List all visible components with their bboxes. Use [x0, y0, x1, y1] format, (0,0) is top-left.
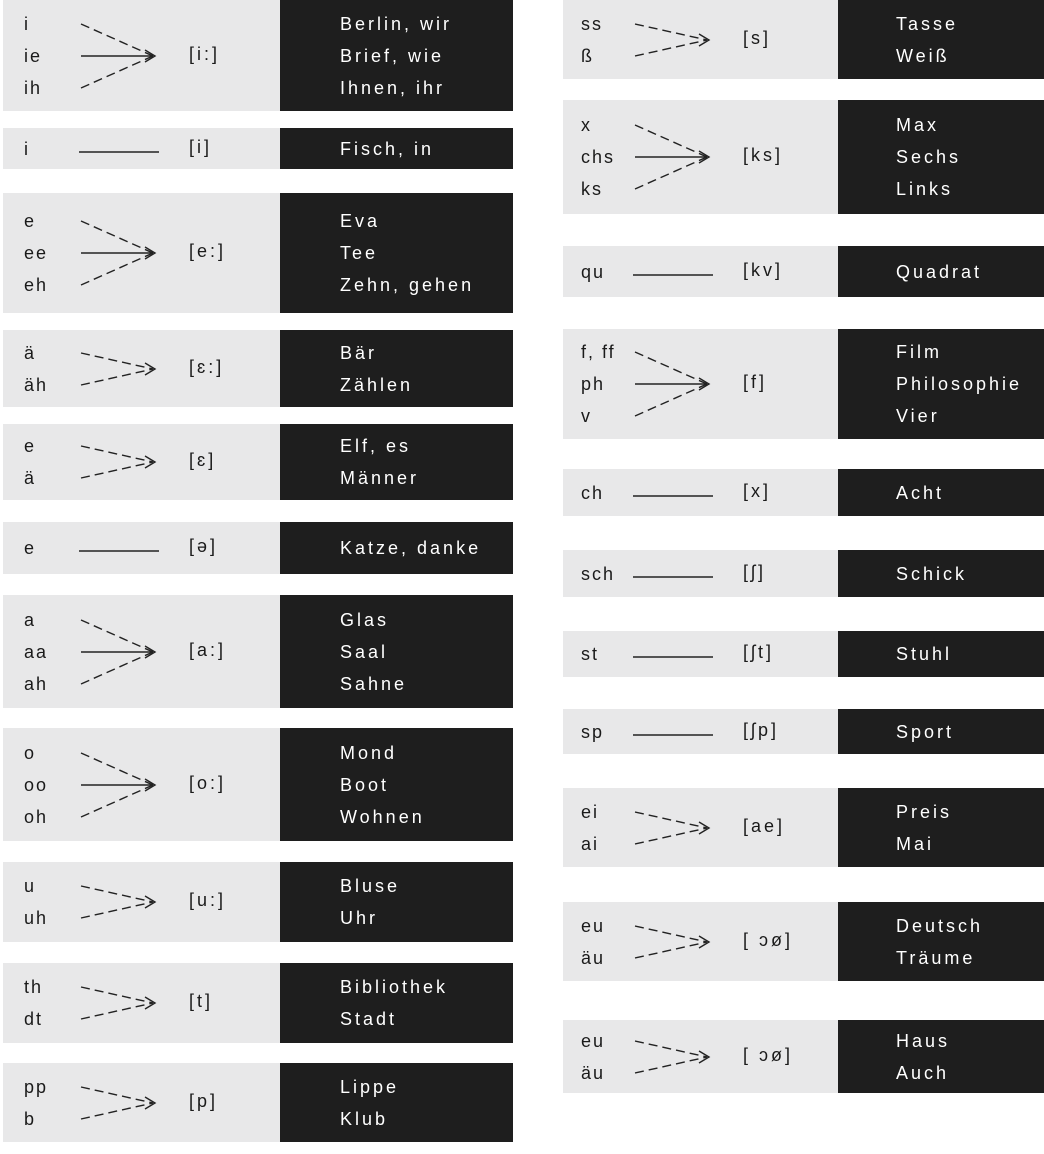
spelling-item: a [24, 610, 37, 630]
examples-panel [838, 329, 1044, 439]
phonetic-row [563, 0, 1044, 79]
phonetic-row [3, 193, 513, 313]
phoneme-label: [u:] [189, 890, 227, 910]
spelling-item: eu [581, 1031, 606, 1051]
example-word: Auch [896, 1063, 950, 1083]
arrow-wrap [79, 345, 165, 398]
example-word: Brief, wie [340, 46, 445, 66]
phoneme-label: [ʃ] [743, 562, 767, 582]
line-connector-icon [633, 730, 715, 740]
phoneme-label: [ ɔø] [743, 930, 793, 950]
merge-arrow-icon [633, 117, 719, 197]
examples-panel [280, 424, 513, 500]
example-word: Berlin, wir [340, 14, 453, 34]
arrow-wrap [79, 543, 161, 561]
example-word-list [896, 558, 967, 590]
spelling-panel [3, 1063, 280, 1142]
example-word: Zählen [340, 375, 414, 395]
arrow-wrap [633, 918, 719, 971]
phonetic-row [563, 631, 1044, 677]
spelling-panel [563, 1020, 838, 1093]
spelling-item: ph [581, 374, 606, 394]
example-word-list [896, 256, 982, 288]
spelling-list [24, 337, 48, 401]
spelling-item: äu [581, 1063, 606, 1083]
spelling-item: ä [24, 343, 37, 363]
phonetic-row [3, 595, 513, 708]
phonetic-row [563, 1020, 1044, 1093]
arrow-wrap [633, 649, 715, 667]
spelling-item: ie [24, 46, 43, 66]
arrow-wrap [633, 1033, 719, 1086]
example-word-list [896, 638, 952, 670]
spelling-item: ss [581, 14, 603, 34]
arrow-wrap [79, 1079, 165, 1132]
spelling-item: pp [24, 1077, 49, 1097]
example-word: Deutsch [896, 916, 984, 936]
example-word: Stadt [340, 1009, 398, 1029]
spelling-panel [3, 963, 280, 1043]
example-word: Boot [340, 775, 390, 795]
line-connector-icon [79, 546, 161, 556]
example-word: Eva [340, 211, 381, 231]
spelling-list [24, 1071, 48, 1135]
example-word-list [340, 205, 474, 301]
phoneme-label: [i] [189, 137, 213, 157]
spelling-item: ih [24, 78, 43, 98]
phoneme-label: [a:] [189, 640, 227, 660]
phonetic-row [563, 469, 1044, 516]
examples-panel [280, 522, 513, 574]
spelling-list [24, 532, 36, 564]
example-word: Sport [896, 722, 955, 742]
spelling-list [581, 796, 599, 860]
line-connector-icon [79, 147, 161, 157]
phoneme-label: [ks] [743, 145, 784, 165]
arrow-wrap [79, 612, 165, 697]
phonetic-row [3, 728, 513, 841]
examples-panel [838, 1020, 1044, 1093]
examples-panel [280, 128, 513, 169]
example-word: Zehn, gehen [340, 275, 475, 295]
arrow-wrap [79, 144, 161, 162]
spelling-list [581, 910, 605, 974]
example-word: Fisch, in [340, 139, 435, 159]
merge-arrow-icon [633, 918, 719, 966]
spelling-panel [563, 788, 838, 867]
examples-panel [280, 728, 513, 841]
spelling-item: ß [581, 46, 594, 66]
spelling-item: o [24, 743, 37, 763]
examples-panel [280, 330, 513, 407]
phonetic-row [563, 902, 1044, 981]
example-word-list [896, 109, 961, 205]
phoneme-label: [t] [189, 991, 214, 1011]
example-word: Lippe [340, 1077, 400, 1097]
example-word: Vier [896, 406, 940, 426]
example-word: Klub [340, 1109, 389, 1129]
example-word-list [896, 1025, 950, 1089]
phoneme-label: [kv] [743, 260, 784, 280]
phonetic-row [563, 550, 1044, 597]
spelling-list [581, 336, 616, 432]
spelling-item: x [581, 115, 592, 135]
spelling-panel [563, 469, 838, 516]
spelling-item: f, ff [581, 342, 616, 362]
arrow-wrap [79, 745, 165, 830]
phonetic-row [563, 100, 1044, 214]
spelling-item: u [24, 876, 37, 896]
arrow-wrap [633, 267, 715, 285]
merge-arrow-icon [79, 979, 165, 1027]
example-word: Film [896, 342, 942, 362]
phonetic-row [3, 1063, 513, 1142]
spelling-item: b [24, 1109, 37, 1129]
spelling-item: dt [24, 1009, 44, 1029]
spelling-list [24, 205, 48, 301]
spelling-panel [3, 595, 280, 708]
examples-panel [838, 100, 1044, 214]
example-word: Acht [896, 483, 945, 503]
spelling-item: uh [24, 908, 49, 928]
spelling-item: ei [581, 802, 600, 822]
line-connector-icon [633, 572, 715, 582]
example-word: Sahne [340, 674, 408, 694]
arrow-wrap [633, 488, 715, 506]
example-word: Uhr [340, 908, 379, 928]
example-word: Links [896, 179, 954, 199]
spelling-list [24, 870, 48, 934]
phoneme-label: [ʃt] [743, 642, 775, 662]
example-word: Tee [340, 243, 379, 263]
example-word: Saal [340, 642, 389, 662]
spelling-panel [563, 902, 838, 981]
spelling-panel [563, 631, 838, 677]
spelling-panel [3, 522, 280, 574]
arrow-wrap [633, 344, 719, 429]
spelling-list [24, 737, 48, 833]
spelling-list [581, 256, 605, 288]
spelling-item: sch [581, 564, 616, 584]
phoneme-label: [ǝ] [189, 536, 219, 556]
example-word: Katze, danke [340, 538, 482, 558]
phoneme-label: [ɛ:] [189, 357, 225, 377]
merge-arrow-icon [633, 16, 719, 64]
spelling-list [581, 1025, 605, 1089]
phonetic-row [3, 0, 513, 111]
example-word: Träume [896, 948, 976, 968]
spelling-item: aa [24, 642, 49, 662]
example-word: Sechs [896, 147, 962, 167]
examples-panel [280, 193, 513, 313]
examples-panel [838, 709, 1044, 754]
line-connector-icon [633, 491, 715, 501]
line-connector-icon [633, 652, 715, 662]
merge-arrow-icon [79, 16, 165, 96]
example-word: Bär [340, 343, 378, 363]
phonetic-row [563, 246, 1044, 297]
examples-panel [280, 1063, 513, 1142]
example-word-list [340, 604, 407, 700]
example-word-list [340, 971, 448, 1035]
spelling-list [24, 604, 48, 700]
arrow-wrap [79, 213, 165, 298]
example-word-list [896, 796, 952, 860]
phoneme-label: [ɛ] [189, 450, 217, 470]
spelling-panel [3, 330, 280, 407]
spelling-panel [563, 329, 838, 439]
spelling-item: oh [24, 807, 49, 827]
examples-panel [838, 902, 1044, 981]
spelling-item: ee [24, 243, 49, 263]
examples-panel [838, 631, 1044, 677]
example-word-list [896, 477, 944, 509]
spelling-panel [563, 100, 838, 214]
examples-panel [838, 0, 1044, 79]
example-word: Mai [896, 834, 935, 854]
spelling-item: ch [581, 483, 605, 503]
spelling-list [24, 8, 42, 104]
phonetic-row [3, 128, 513, 169]
example-word-list [340, 870, 400, 934]
example-word-list [896, 336, 1022, 432]
example-word-list [896, 910, 983, 974]
merge-arrow-icon [79, 345, 165, 393]
phonetic-row [563, 788, 1044, 867]
spelling-panel [563, 0, 838, 79]
example-word: Glas [340, 610, 390, 630]
example-word: Elf, es [340, 436, 412, 456]
spelling-panel [3, 0, 280, 111]
phoneme-label: [ʃp] [743, 720, 780, 740]
example-word-list [340, 1071, 399, 1135]
examples-panel [838, 246, 1044, 297]
example-word: Preis [896, 802, 953, 822]
arrow-wrap [79, 438, 165, 491]
phonetic-row [3, 522, 513, 574]
spelling-item: ai [581, 834, 600, 854]
example-word: Weiß [896, 46, 950, 66]
example-word-list [896, 8, 958, 72]
example-word-list [340, 430, 419, 494]
example-word: Schick [896, 564, 968, 584]
spelling-list [581, 8, 603, 72]
arrow-wrap [633, 804, 719, 857]
spelling-panel [3, 862, 280, 942]
spelling-list [24, 133, 30, 165]
phoneme-label: [f] [743, 372, 768, 392]
example-word: Mond [340, 743, 398, 763]
spelling-item: v [581, 406, 592, 426]
spelling-item: e [24, 538, 37, 558]
spelling-item: sp [581, 722, 605, 742]
example-word-list [340, 337, 413, 401]
arrow-wrap [633, 117, 719, 202]
arrow-wrap [79, 16, 165, 101]
example-word-list [340, 737, 425, 833]
line-connector-icon [633, 270, 715, 280]
merge-arrow-icon [633, 1033, 719, 1081]
spelling-panel [3, 193, 280, 313]
spelling-panel [3, 424, 280, 500]
spelling-list [581, 716, 604, 748]
merge-arrow-icon [79, 438, 165, 486]
spelling-item: äu [581, 948, 606, 968]
spelling-panel [563, 550, 838, 597]
phoneme-label: [ae] [743, 816, 786, 836]
examples-panel [838, 469, 1044, 516]
example-word-list [896, 716, 954, 748]
phoneme-label: [s] [743, 28, 772, 48]
spelling-item: äh [24, 375, 49, 395]
examples-panel [280, 862, 513, 942]
examples-panel [838, 788, 1044, 867]
spelling-item: e [24, 436, 37, 456]
spelling-item: ks [581, 179, 603, 199]
spelling-panel [3, 128, 280, 169]
spelling-panel [563, 246, 838, 297]
spelling-item: eh [24, 275, 49, 295]
example-word: Max [896, 115, 940, 135]
example-word-list [340, 8, 452, 104]
examples-panel [280, 595, 513, 708]
examples-panel [280, 0, 513, 111]
example-word: Tasse [896, 14, 959, 34]
phoneme-label: [i:] [189, 44, 221, 64]
example-word: Philosophie [896, 374, 1023, 394]
phonetic-row [3, 424, 513, 500]
arrow-wrap [633, 727, 715, 745]
phonetic-row [3, 862, 513, 942]
example-word-list [340, 133, 434, 165]
merge-arrow-icon [633, 804, 719, 852]
merge-arrow-icon [79, 745, 165, 825]
phoneme-label: [ ɔø] [743, 1045, 793, 1065]
phoneme-label: [o:] [189, 773, 227, 793]
example-word: Männer [340, 468, 420, 488]
spelling-item: e [24, 211, 37, 231]
spelling-list [581, 638, 599, 670]
spelling-list [581, 477, 604, 509]
arrow-wrap [633, 16, 719, 69]
merge-arrow-icon [633, 344, 719, 424]
merge-arrow-icon [79, 612, 165, 692]
spelling-item: ah [24, 674, 49, 694]
spelling-list [24, 971, 43, 1035]
spelling-panel [3, 728, 280, 841]
arrow-wrap [79, 979, 165, 1032]
example-word: Stuhl [896, 644, 953, 664]
phonetic-row [563, 329, 1044, 439]
examples-panel [280, 963, 513, 1043]
merge-arrow-icon [79, 1079, 165, 1127]
spelling-panel [563, 709, 838, 754]
example-word: Bluse [340, 876, 401, 896]
arrow-wrap [79, 878, 165, 931]
phonetic-row [3, 330, 513, 407]
spelling-list [581, 558, 615, 590]
spelling-item: eu [581, 916, 606, 936]
merge-arrow-icon [79, 213, 165, 293]
spelling-item: i [24, 14, 30, 34]
spelling-item: qu [581, 262, 606, 282]
phonetic-row [563, 709, 1044, 754]
spelling-item: chs [581, 147, 616, 167]
example-word: Quadrat [896, 262, 983, 282]
spelling-item: th [24, 977, 44, 997]
phonetic-row [3, 963, 513, 1043]
spelling-item: i [24, 139, 30, 159]
examples-panel [838, 550, 1044, 597]
spelling-item: oo [24, 775, 49, 795]
spelling-item: ä [24, 468, 37, 488]
example-word: Wohnen [340, 807, 425, 827]
phoneme-label: [x] [743, 481, 772, 501]
phoneme-label: [e:] [189, 241, 227, 261]
spelling-list [581, 109, 615, 205]
merge-arrow-icon [79, 878, 165, 926]
example-word-list [340, 532, 481, 564]
arrow-wrap [633, 569, 715, 587]
example-word: Bibliothek [340, 977, 449, 997]
example-word: Ihnen, ihr [340, 78, 446, 98]
phoneme-label: [p] [189, 1091, 219, 1111]
example-word: Haus [896, 1031, 951, 1051]
spelling-item: st [581, 644, 600, 664]
spelling-list [24, 430, 36, 494]
